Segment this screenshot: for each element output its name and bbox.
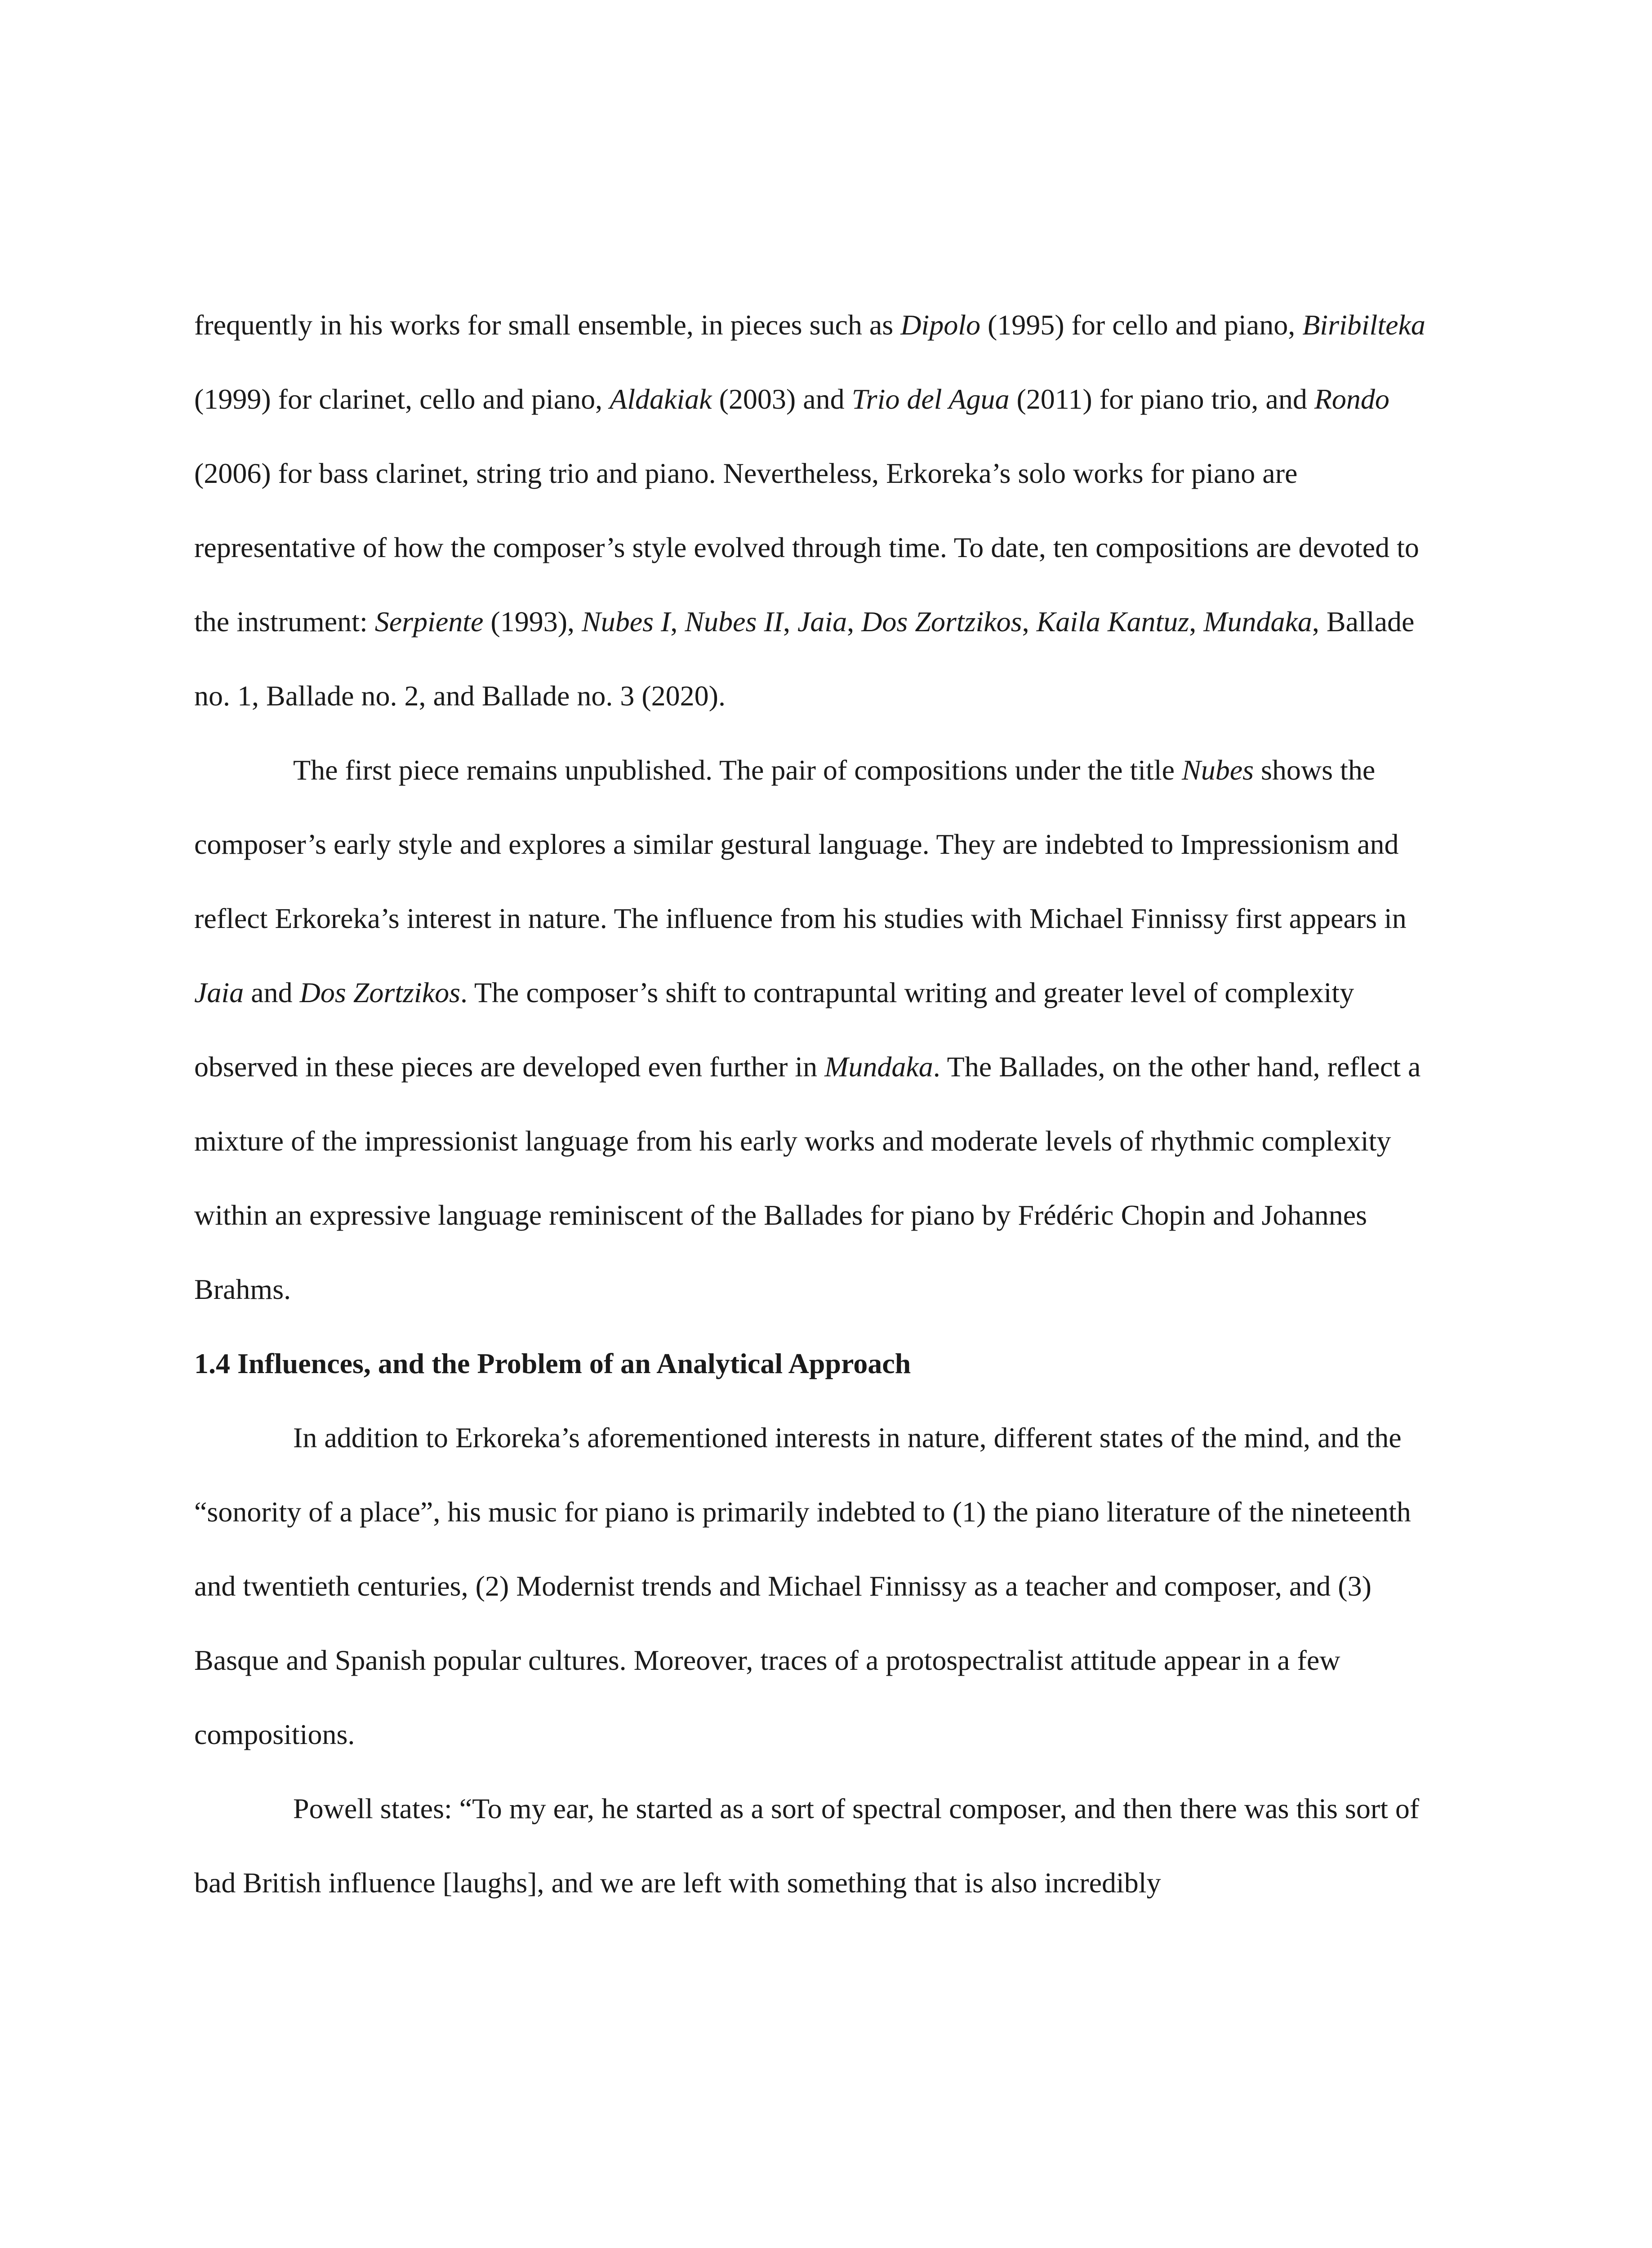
italic-title: Nubes xyxy=(1182,754,1254,786)
text-run: . The composer’s shift to contrapuntal writing and greater level of complexity observed in these pieces are developed even further in xyxy=(194,977,1354,1083)
text-run: , xyxy=(847,606,862,638)
text-run: , xyxy=(1189,606,1204,638)
text-run: , xyxy=(783,606,797,638)
text-run: (1993), xyxy=(483,606,582,638)
text-run: and xyxy=(244,977,300,1008)
text-run: shows the composer’s early style and explores a similar gestural language. They are indebted to Impressionism and reflect Erkoreka’s interest in nature. The influence from his studies with Michael Finnissy first appears in xyxy=(194,754,1407,934)
italic-title: Trio del Agua xyxy=(851,383,1010,415)
italic-title: Nubes I xyxy=(582,606,671,638)
body-text xyxy=(194,288,1457,1920)
text-run: (2006) for bass clarinet, string trio and piano. Nevertheless, Erkoreka’s solo works for piano are representative of how the composer’s style evolved through time. To date, ten compositions are devoted to the instrument: xyxy=(194,457,1419,638)
italic-title: Mundaka xyxy=(1203,606,1312,638)
italic-title: Jaia xyxy=(797,606,847,638)
italic-title: Jaia xyxy=(194,977,244,1008)
paragraph-3 xyxy=(194,1401,1457,1771)
text-run: , Ballade no. 1, Ballade no. 2, and Ballade no. 3 (2020). xyxy=(194,606,1415,712)
section-heading: 1.4 Influences, and the Problem of an Analytical Approach xyxy=(194,1347,911,1379)
italic-title: Dipolo xyxy=(900,309,980,341)
text-run: . The Ballades, on the other hand, reflect a mixture of the impressionist language from his early works and moderate levels of rhythmic complexity within an expressive language reminiscent of the Ballades for piano by Frédéric Chopin and Johannes Brahms. xyxy=(194,1051,1421,1305)
italic-title: Biribilteka xyxy=(1302,309,1425,341)
italic-title: Dos Zortzikos xyxy=(299,977,460,1008)
italic-title: Serpiente xyxy=(374,606,484,638)
paragraph-1 xyxy=(194,288,1457,733)
italic-title: Nubes II xyxy=(685,606,783,638)
text-run: frequently in his works for small ensemble, in pieces such as xyxy=(194,309,901,341)
italic-title: Rondo xyxy=(1314,383,1389,415)
paragraph-2 xyxy=(194,733,1457,1326)
italic-title: Kaila Kantuz xyxy=(1036,606,1189,638)
text-run: , xyxy=(670,606,685,638)
italic-title: Aldakiak xyxy=(610,383,712,415)
italic-title: Mundaka xyxy=(824,1051,933,1083)
text-run: (1999) for clarinet, cello and piano, xyxy=(194,383,610,415)
paragraph-4 xyxy=(194,1771,1457,1920)
text-run: (1995) for cello and piano, xyxy=(980,309,1303,341)
text-run: The first piece remains unpublished. The pair of compositions under the title xyxy=(293,754,1182,786)
text-run: , xyxy=(1022,606,1037,638)
text-run: Powell states: “To my ear, he started as a sort of spectral composer, and then there was this sort of bad British influence [laughs], and we are left with something that is also incredibly xyxy=(194,1793,1420,1899)
italic-title: Dos Zortzikos xyxy=(861,606,1022,638)
text-run: In addition to Erkoreka’s aforementioned interests in nature, different states of the mind, and the “sonority of a place”, his music for piano is primarily indebted to (1) the piano literature of the nineteenth and twentieth centuries, (2) Modernist trends and Michael Finnissy as a teacher and composer, and (3) Basque and Spanish popular cultures. Moreover, traces of a protospectralist attitude appear in a few compositions. xyxy=(194,1422,1411,1750)
text-run: (2003) and xyxy=(712,383,852,415)
text-run: (2011) for piano trio, and xyxy=(1009,383,1314,415)
